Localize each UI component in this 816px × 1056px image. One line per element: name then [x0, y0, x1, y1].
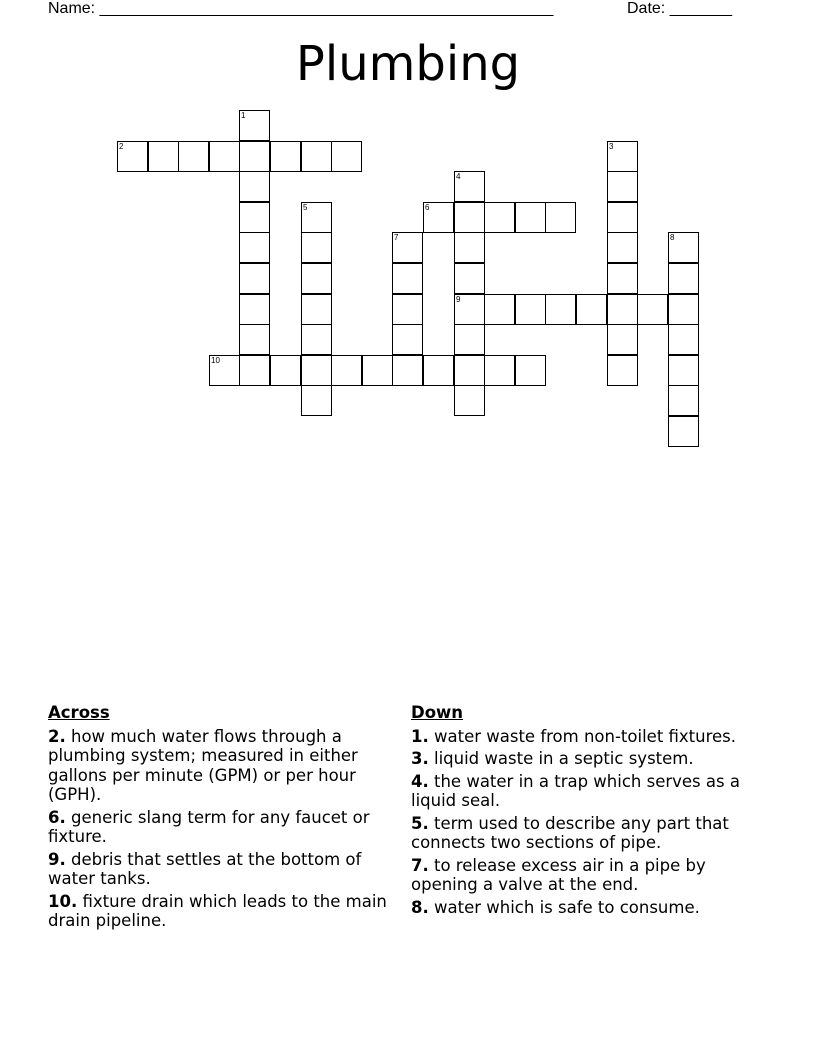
crossword-cell[interactable] [454, 324, 485, 355]
crossword-cell[interactable] [301, 141, 332, 172]
crossword-cell[interactable] [515, 202, 546, 233]
across-clue [48, 808, 388, 847]
crossword-cell[interactable] [301, 355, 332, 386]
crossword-cell[interactable] [668, 385, 699, 416]
down-clue [411, 856, 751, 895]
down-clue [411, 749, 751, 769]
clue-text: debris that settles at the bottom of water tanks. [48, 849, 362, 888]
clue-text: fixture drain which leads to the main drain pipeline. [48, 891, 387, 930]
clue-number: 2. [48, 726, 66, 746]
crossword-cell[interactable] [668, 355, 699, 386]
crossword-cell[interactable] [607, 324, 638, 355]
crossword-cell[interactable] [392, 294, 423, 325]
crossword-cell[interactable] [668, 263, 699, 294]
date-field-label: Date: _______ [627, 0, 732, 17]
cell-number: 3 [609, 142, 614, 151]
crossword-cell[interactable] [178, 141, 209, 172]
crossword-cell[interactable] [301, 263, 332, 294]
crossword-cell[interactable] [668, 294, 699, 325]
crossword-cell[interactable] [239, 232, 270, 263]
crossword-cell[interactable] [331, 355, 362, 386]
cell-number: 1 [241, 111, 246, 120]
name-field-label: Name: ___________________________________________________ [48, 0, 554, 17]
clue-number: 6. [48, 807, 66, 827]
clue-number: 5. [411, 813, 429, 833]
crossword-cell[interactable] [484, 202, 515, 233]
clue-number: 1. [411, 726, 429, 746]
crossword-cell[interactable] [454, 385, 485, 416]
crossword-cell[interactable] [454, 294, 485, 325]
crossword-cell[interactable] [454, 355, 485, 386]
crossword-cell[interactable] [484, 355, 515, 386]
crossword-cell[interactable] [239, 141, 270, 172]
crossword-cell[interactable] [117, 141, 148, 172]
crossword-cell[interactable] [148, 141, 179, 172]
crossword-cell[interactable] [576, 294, 607, 325]
clue-text: generic slang term for any faucet or fixture. [48, 807, 370, 846]
clue-text: to release excess air in a pipe by opening a valve at the end. [411, 855, 706, 894]
clue-number: 9. [48, 849, 66, 869]
clue-text: how much water flows through a plumbing system; measured in either gallons per minute (GPM) or per hour (GPH). [48, 726, 358, 804]
down-heading: Down [411, 703, 464, 722]
crossword-cell[interactable] [545, 294, 576, 325]
cell-number: 5 [303, 203, 308, 212]
down-clue [411, 898, 751, 918]
page-title: Plumbing [295, 36, 521, 92]
crossword-cell[interactable] [209, 355, 240, 386]
crossword-cell[interactable] [454, 263, 485, 294]
cell-number: 10 [211, 356, 220, 365]
across-clues [48, 703, 388, 934]
crossword-cell[interactable] [209, 141, 240, 172]
crossword-cell[interactable] [668, 416, 699, 447]
clue-text: water waste from non-toilet fixtures. [434, 726, 737, 746]
clue-number: 3. [411, 749, 429, 768]
crossword-cell[interactable] [331, 141, 362, 172]
cell-number: 2 [119, 142, 124, 151]
down-clue [411, 727, 751, 747]
cell-number: 4 [456, 172, 461, 181]
crossword-cell[interactable] [270, 355, 301, 386]
clue-number: 7. [411, 855, 429, 875]
across-clue [48, 892, 388, 931]
crossword-cell[interactable] [668, 324, 699, 355]
clue-number: 10. [48, 891, 78, 911]
crossword-cell[interactable] [423, 202, 454, 233]
crossword-cell[interactable] [239, 294, 270, 325]
down-clues [411, 703, 751, 920]
clue-text: term used to describe any part that connects two sections of pipe. [411, 813, 729, 852]
crossword-cell[interactable] [607, 355, 638, 386]
crossword-cell[interactable] [301, 202, 332, 233]
crossword-cell[interactable] [392, 263, 423, 294]
crossword-cell[interactable] [239, 202, 270, 233]
across-heading: Across [48, 703, 110, 722]
crossword-cell[interactable] [362, 355, 393, 386]
crossword-cell[interactable] [668, 232, 699, 263]
crossword-cell[interactable] [545, 202, 576, 233]
crossword-cell[interactable] [607, 171, 638, 202]
crossword-cell[interactable] [484, 294, 515, 325]
crossword-cell[interactable] [301, 232, 332, 263]
clue-number: 4. [411, 771, 429, 791]
crossword-cell[interactable] [515, 355, 546, 386]
crossword-cell[interactable] [239, 355, 270, 386]
crossword-cell[interactable] [423, 355, 454, 386]
crossword-cell[interactable] [392, 232, 423, 263]
down-clue [411, 772, 751, 811]
crossword-cell[interactable] [607, 294, 638, 325]
across-clue [48, 727, 388, 805]
crossword-cell[interactable] [392, 355, 423, 386]
crossword-cell[interactable] [637, 294, 668, 325]
crossword-cell[interactable] [454, 202, 485, 233]
crossword-grid [0, 0, 816, 460]
across-clue [48, 850, 388, 889]
crossword-cell[interactable] [454, 171, 485, 202]
cell-number: 8 [670, 233, 675, 242]
crossword-cell[interactable] [239, 171, 270, 202]
crossword-cell[interactable] [301, 385, 332, 416]
crossword-cell[interactable] [239, 324, 270, 355]
crossword-cell[interactable] [301, 294, 332, 325]
clue-number: 8. [411, 897, 429, 917]
cell-number: 6 [425, 203, 430, 212]
crossword-cell[interactable] [607, 232, 638, 263]
crossword-cell[interactable] [454, 232, 485, 263]
crossword-cell[interactable] [301, 324, 332, 355]
cell-number: 9 [456, 295, 461, 304]
clue-text: water which is safe to consume. [434, 897, 700, 917]
crossword-cell[interactable] [607, 263, 638, 294]
crossword-cell[interactable] [239, 263, 270, 294]
clue-text: the water in a trap which serves as a liquid seal. [411, 771, 740, 810]
crossword-cell[interactable] [607, 202, 638, 233]
crossword-cell[interactable] [515, 294, 546, 325]
crossword-cell[interactable] [270, 141, 301, 172]
cell-number: 7 [394, 233, 399, 242]
crossword-cell[interactable] [239, 110, 270, 141]
down-clue [411, 814, 751, 853]
crossword-cell[interactable] [607, 141, 638, 172]
crossword-cell[interactable] [392, 324, 423, 355]
clue-text: liquid waste in a septic system. [434, 749, 694, 768]
